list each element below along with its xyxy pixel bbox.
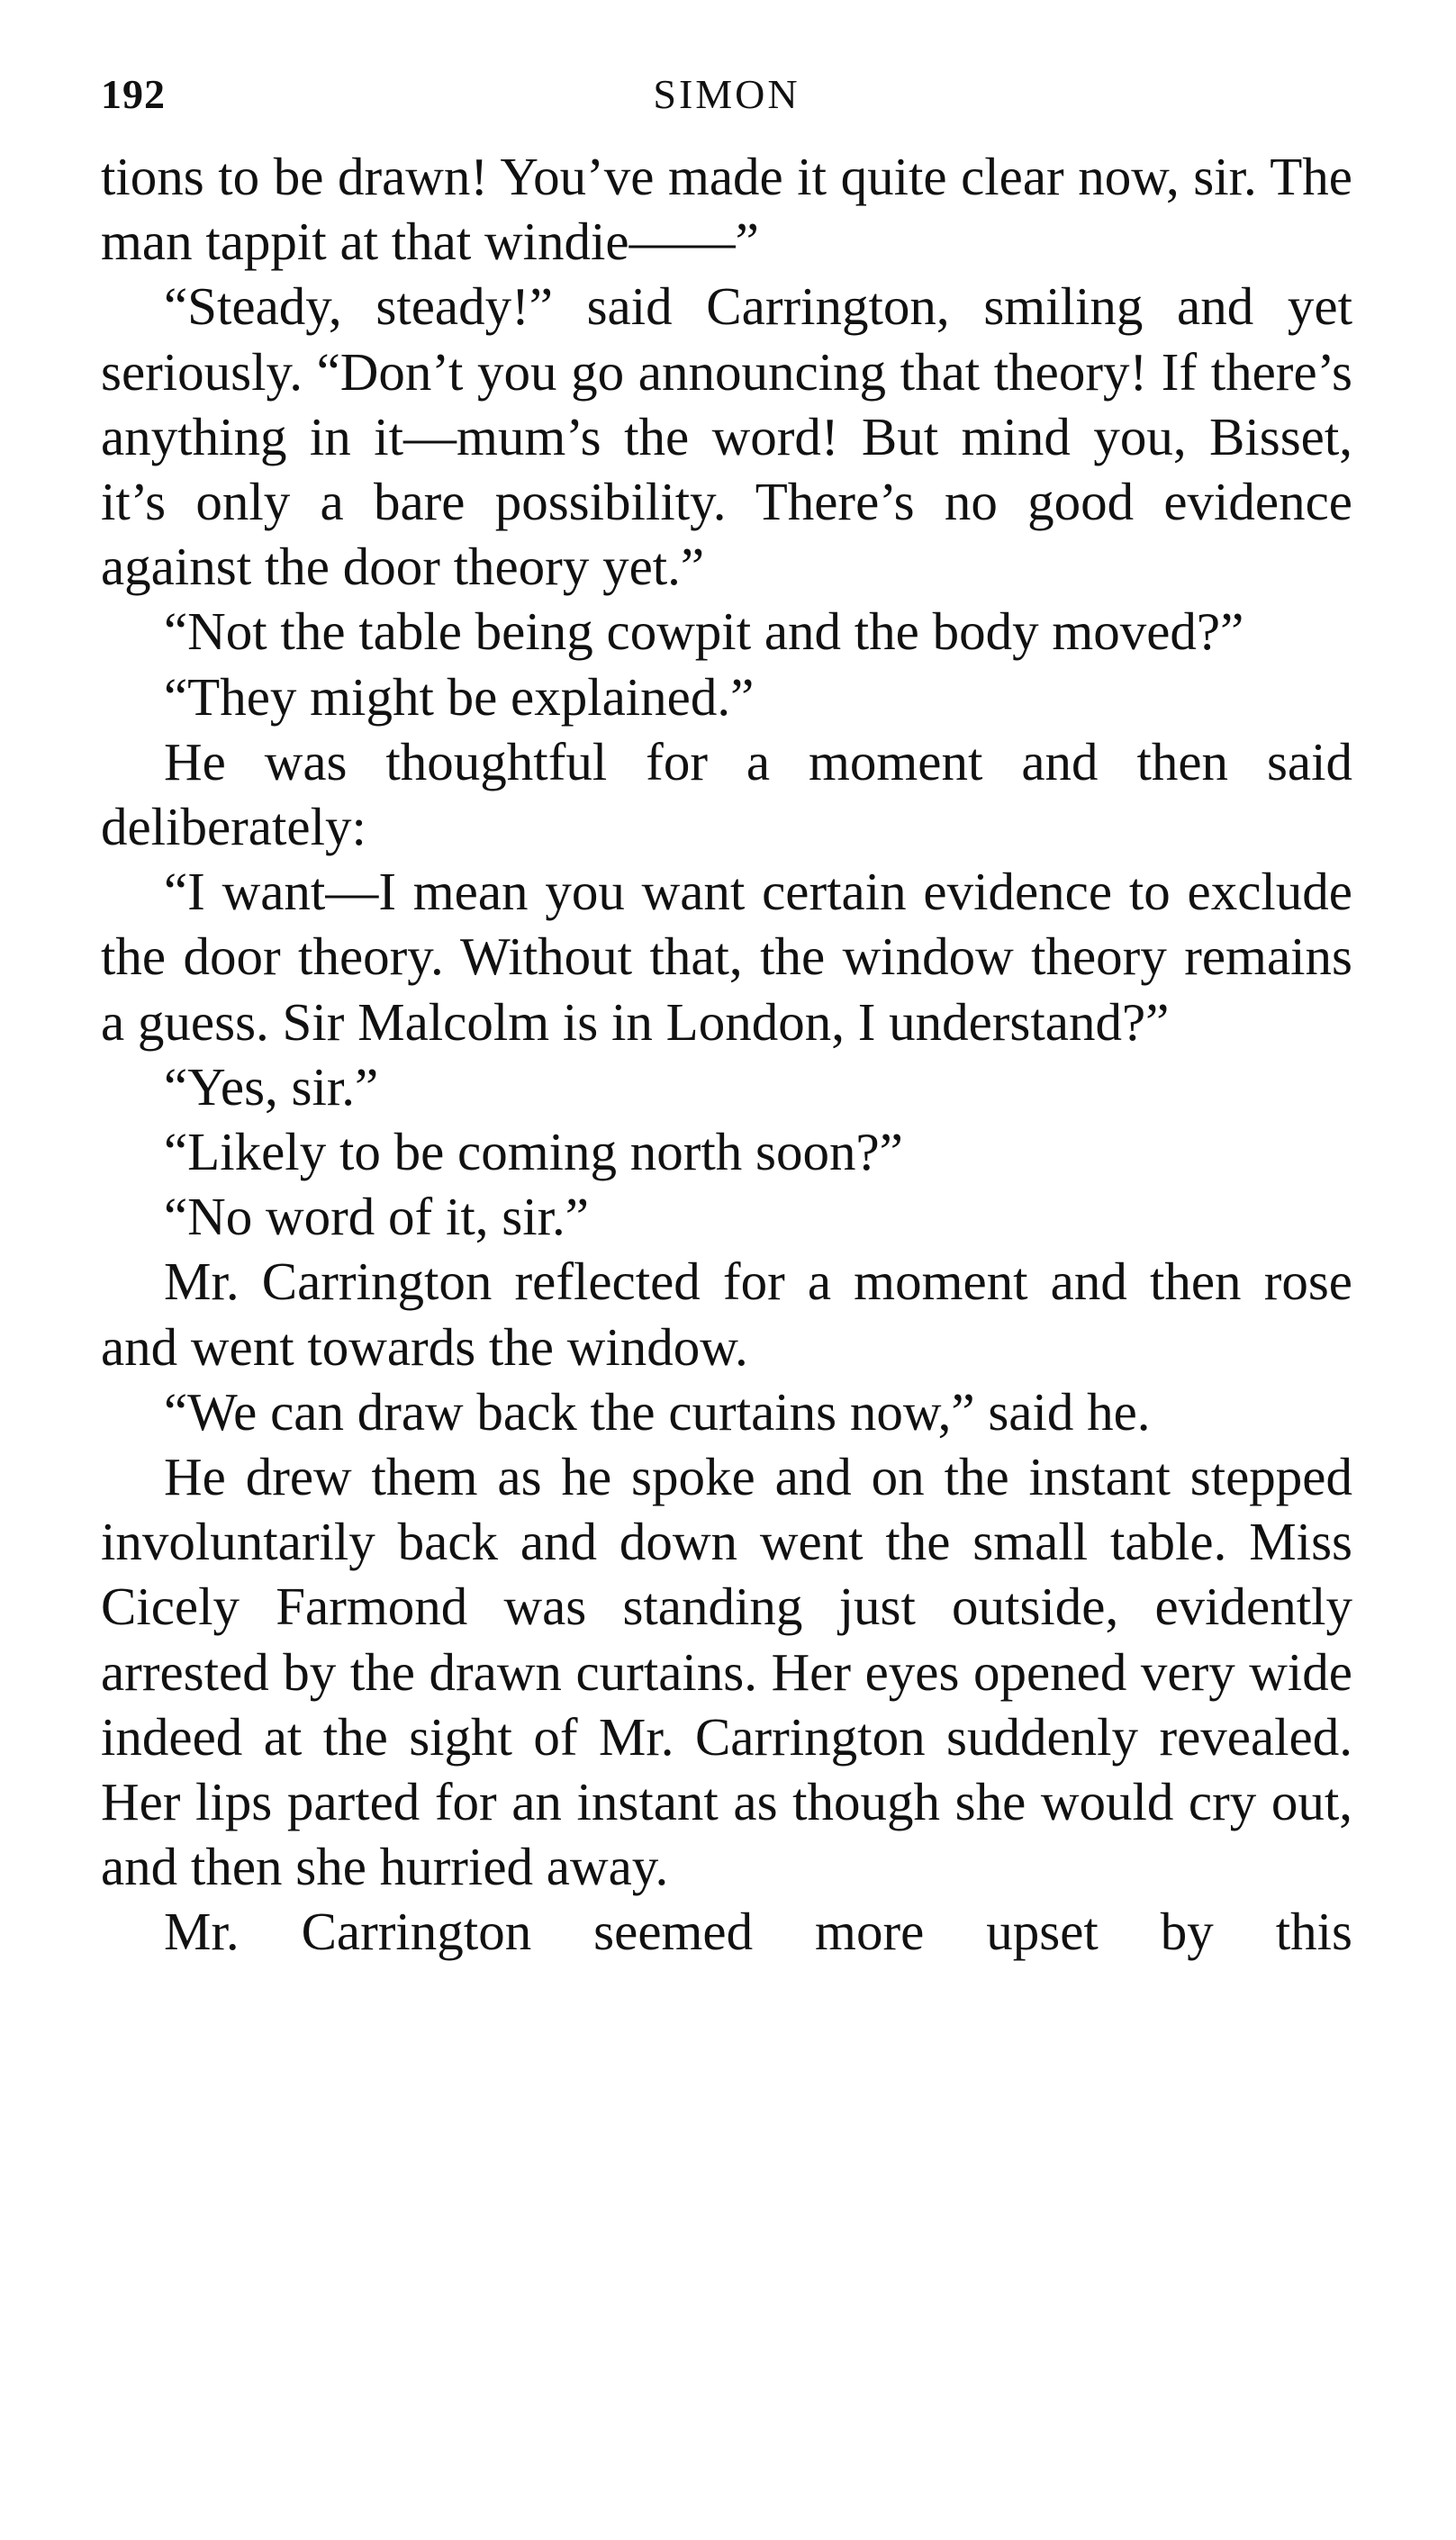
paragraph: “Not the table being cowpit and the body moved?” <box>164 601 1244 662</box>
paragraph: Mr. Carrington reflected for a moment and then rose and went towards the window. <box>101 1252 1352 1377</box>
paragraph: “Steady, steady!” said Carrington, smiling and yet seriously. “Don’t you go announcing that theory! If there’s anything in it—mum’s the word! But mind you, Bisset, it’s only a bare possibility. There’s no good evidence against the door theory yet.” <box>101 276 1352 597</box>
page-header <box>101 70 1352 124</box>
paragraph: “They might be explained.” <box>164 666 755 727</box>
running-head: SIMON <box>653 71 800 117</box>
paragraph: He drew them as he spoke and on the instant stepped involuntarily back and down went the small table. Miss Cicely Farmond was standing just outside, evidently arrested by the drawn curtains. Her eyes opened very wide indeed at the sight of Mr. Carrington suddenly revealed. Her lips parted for an instant as though she would cry out, and then she hurried away. <box>101 1447 1352 1897</box>
paragraph: “I want—I mean you want certain evidence to exclude the door theory. Without that, the window theory remains a guess. Sir Malcolm is in London, I understand?” <box>101 862 1352 1052</box>
body-text <box>101 144 1352 1965</box>
paragraph: “No word of it, sir.” <box>164 1187 589 1247</box>
paragraph: He was thoughtful for a moment and then said deliberately: <box>101 731 1352 857</box>
paragraph: “Likely to be coming north soon?” <box>164 1122 903 1182</box>
paragraph: tions to be drawn! You’ve made it quite clear now, sir. The man tappit at that windie——” <box>101 147 1352 272</box>
paragraph: Mr. Carrington seemed more upset by this <box>164 1902 1352 1962</box>
page-number: 192 <box>101 71 166 117</box>
paragraph: “We can draw back the curtains now,” said he. <box>164 1381 1151 1442</box>
paragraph: “Yes, sir.” <box>164 1056 379 1116</box>
